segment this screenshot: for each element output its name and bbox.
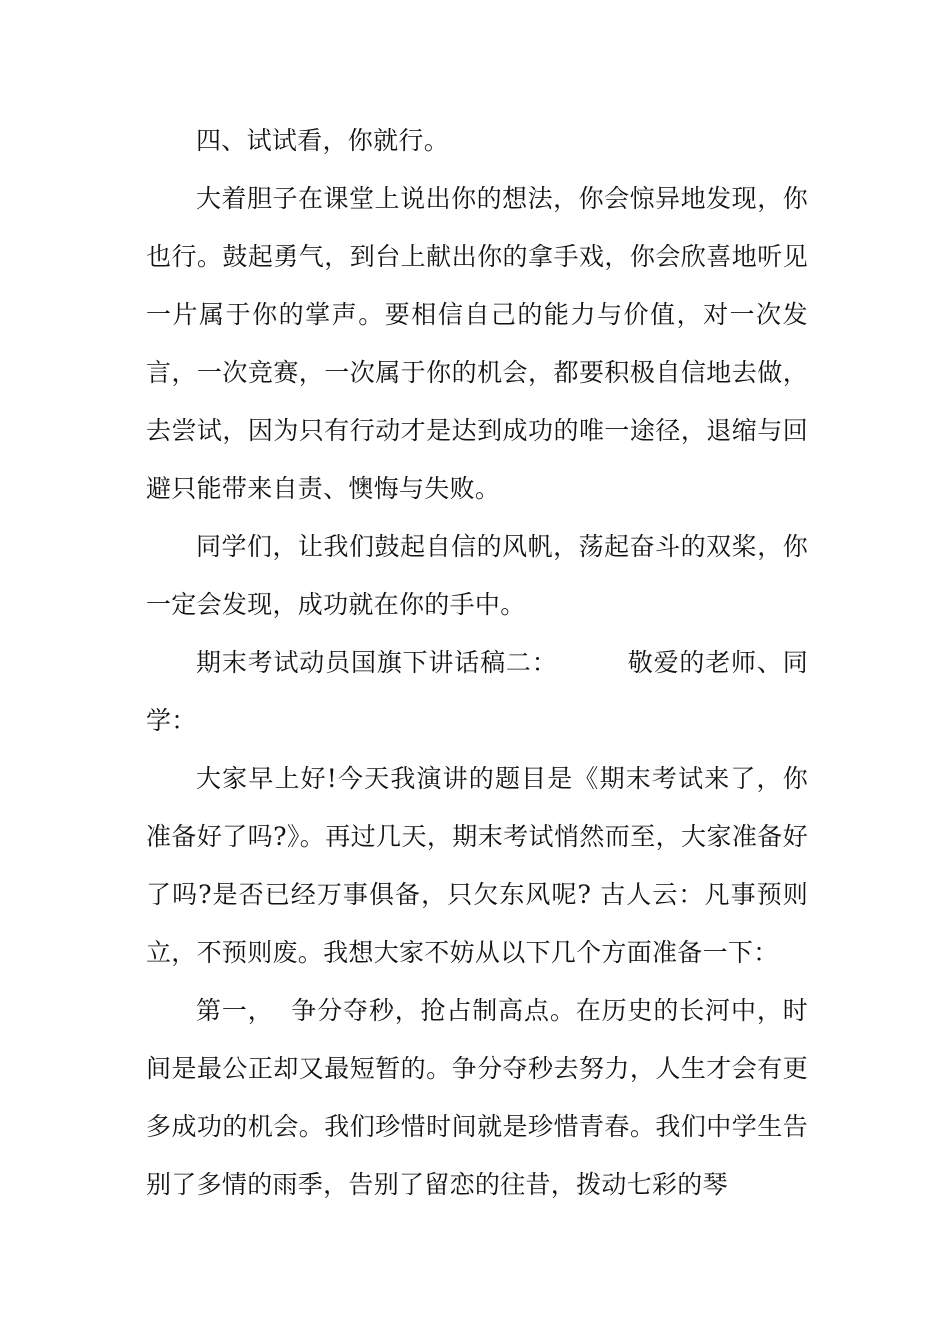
paragraph-courage: 大着胆子在课堂上说出你的想法，你会惊异地发现，你也行。鼓起勇气，到台上献出你的拿手戏，你会欣喜地听见一片属于你的掌声。要相信自己的能力与价值，对一次发言，一次竞赛，一次属于你的机会，都要积极自信地去做，去尝试，因为只有行动才是达到成功的唯一途径，退缩与回避只能带来自责、懊悔与失败。 [146, 184, 808, 503]
paragraph-first-point: 第一， 争分夺秒，抢占制高点。在历史的长河中，时间是最公正却又最短暂的。争分夺秒去努力，人生才会有更多成功的机会。我们珍惜时间就是珍惜青春。我们中学生告别了多情的雨季，告别了留恋的往昔，拨动七彩的琴 [146, 996, 808, 1199]
document-body [146, 112, 808, 1214]
paragraph-greeting: 大家早上好!今天我演讲的题目是《期末考试来了，你准备好了吗?》。再过几天，期末考试悄然而至，大家准备好了吗?是否已经万事俱备，只欠东风呢? 古人云：凡事预则立，不预则废。我想大家不妨从以下几个方面准备一下： [146, 764, 808, 967]
paragraph-classmates: 同学们，让我们鼓起自信的风帆，荡起奋斗的双桨，你一定会发现，成功就在你的手中。 [146, 532, 808, 619]
paragraph-heading-four: 四、试试看，你就行。 [196, 126, 450, 155]
paragraph-speech-two-title: 期末考试动员国旗下讲话稿二： 敬爱的老师、同学： [146, 648, 808, 735]
